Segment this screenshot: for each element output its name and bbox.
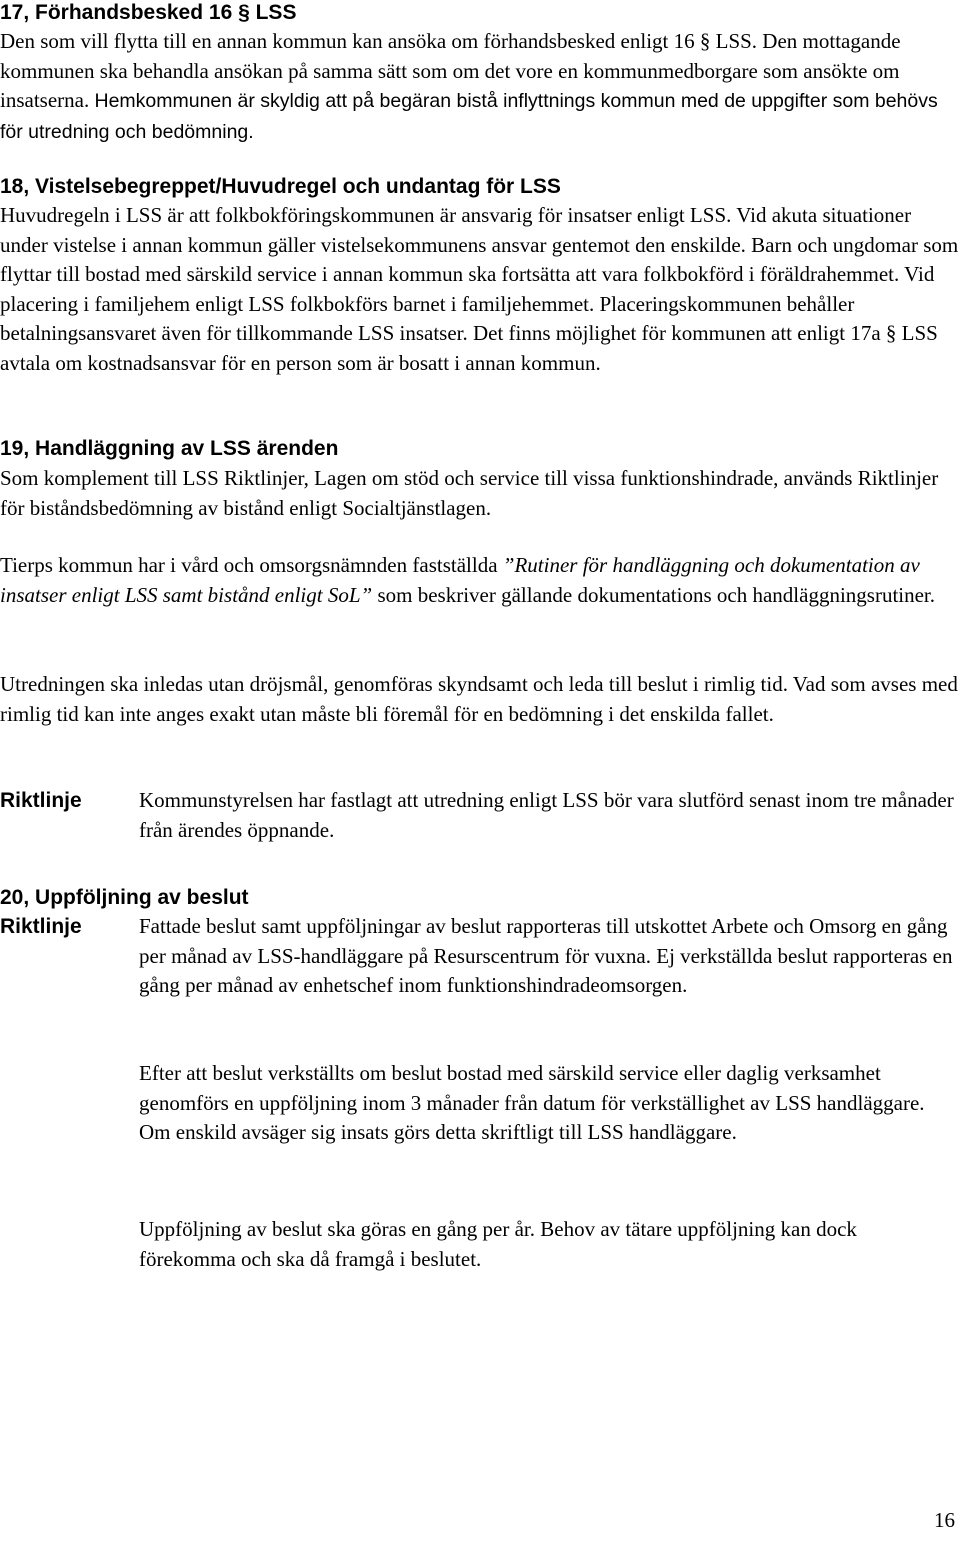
- section-18-heading: 18, Vistelsebegreppet/Huvudregel och undantag för LSS: [0, 175, 561, 198]
- section-20-paragraph-2: Efter att beslut verkställts om beslut bostad med särskild service eller daglig verksamhet genomförs en uppföljning inom 3 månader från datum för verkställighet av LSS handläggare. Om enskild avsäger sig insats görs detta skriftligt till LSS handläggare.: [139, 1061, 925, 1144]
- section-19-heading: 19, Handläggning av LSS ärenden: [0, 437, 339, 460]
- section-20-paragraph-1: Fattade beslut samt uppföljningar av beslut rapporteras till utskottet Arbete och Omsorg en gång per månad av LSS-handläggare på Resurscentrum för vuxna. Ej verkställda beslut rapporteras en gång per månad av enhetschef inom funktionshindradeomsorgen.: [139, 914, 953, 997]
- section-19-p2-italic: ”Rutiner för handläggning och dokumentation av insatser enligt LSS samt bistånd enligt SoL”: [0, 553, 920, 607]
- page-number: 16: [934, 1508, 955, 1532]
- section-17-heading: 17, Förhandsbesked 16 § LSS: [0, 1, 297, 24]
- section-19-paragraph-1: Som komplement till LSS Riktlinjer, Lagen om stöd och service till vissa funktionshindrade, används Riktlinjer för biståndsbedömning av bistånd enligt Socialtjänstlagen.: [0, 466, 939, 520]
- section-19-paragraph-2: [0, 551, 960, 610]
- section-20-guideline-label: Riktlinje: [0, 915, 82, 938]
- section-20-paragraph-3: Uppföljning av beslut ska göras en gång per år. Behov av tätare uppföljning kan dock förekomma och ska då framgå i beslutet.: [139, 1217, 857, 1271]
- section-19-p2-after: som beskriver gällande dokumentations och handläggningsrutiner.: [372, 582, 936, 607]
- section-19-guideline-label: Riktlinje: [0, 789, 82, 812]
- section-18-paragraph: Huvudregeln i LSS är att folkbokföringskommunen är ansvarig för insatser enligt LSS. Vid akuta situationer under vistelse i annan kommun gäller vistelsekommunens ansvar gentemot den enskilde. Barn och ungdomar som flyttar till bostad med särskild service i annan kommun ska fortsätta att vara folkbokförd i föräldrahemmet. Vid placering i familjehem enligt LSS folkbokförs barnet i familjehemmet. Placeringskommunen behåller betalningsansvaret även för tillkommande LSS insatser. Det finns möjlighet för kommunen att enligt 17a § LSS avtala om kostnadsansvar för en person som är bosatt i annan kommun.: [0, 203, 959, 375]
- section-20-heading: 20, Uppföljning av beslut: [0, 886, 249, 909]
- section-19-p2-before: Tierps kommun har i vård och omsorgsnämnden fastställda: [0, 553, 503, 577]
- section-17-paragraph: [0, 27, 960, 147]
- section-19-paragraph-3: Utredningen ska inledas utan dröjsmål, genomföras skyndsamt och leda till beslut i rimlig tid. Vad som avses med rimlig tid kan inte anges exakt utan måste bli föremål för en bedömning i det enskilda fallet.: [0, 672, 958, 726]
- section-17-text: Den som vill flytta till en annan kommun kan ansöka om förhandsbesked enligt 16 § LSS. Den mottagande kommunen ska behandla ansökan på samma sätt som om det vore en kommunmedborgare som ansökte om insatserna.: [0, 29, 901, 112]
- section-17-text-sans: Hemkommunen är skyldig att på begäran bistå inflyttnings kommun med de uppgifter som behövs för utredning och bedömning.: [0, 90, 938, 143]
- section-19-guideline-text: Kommunstyrelsen har fastlagt att utredning enligt LSS bör vara slutförd senast inom tre månader från ärendes öppnande.: [139, 788, 954, 842]
